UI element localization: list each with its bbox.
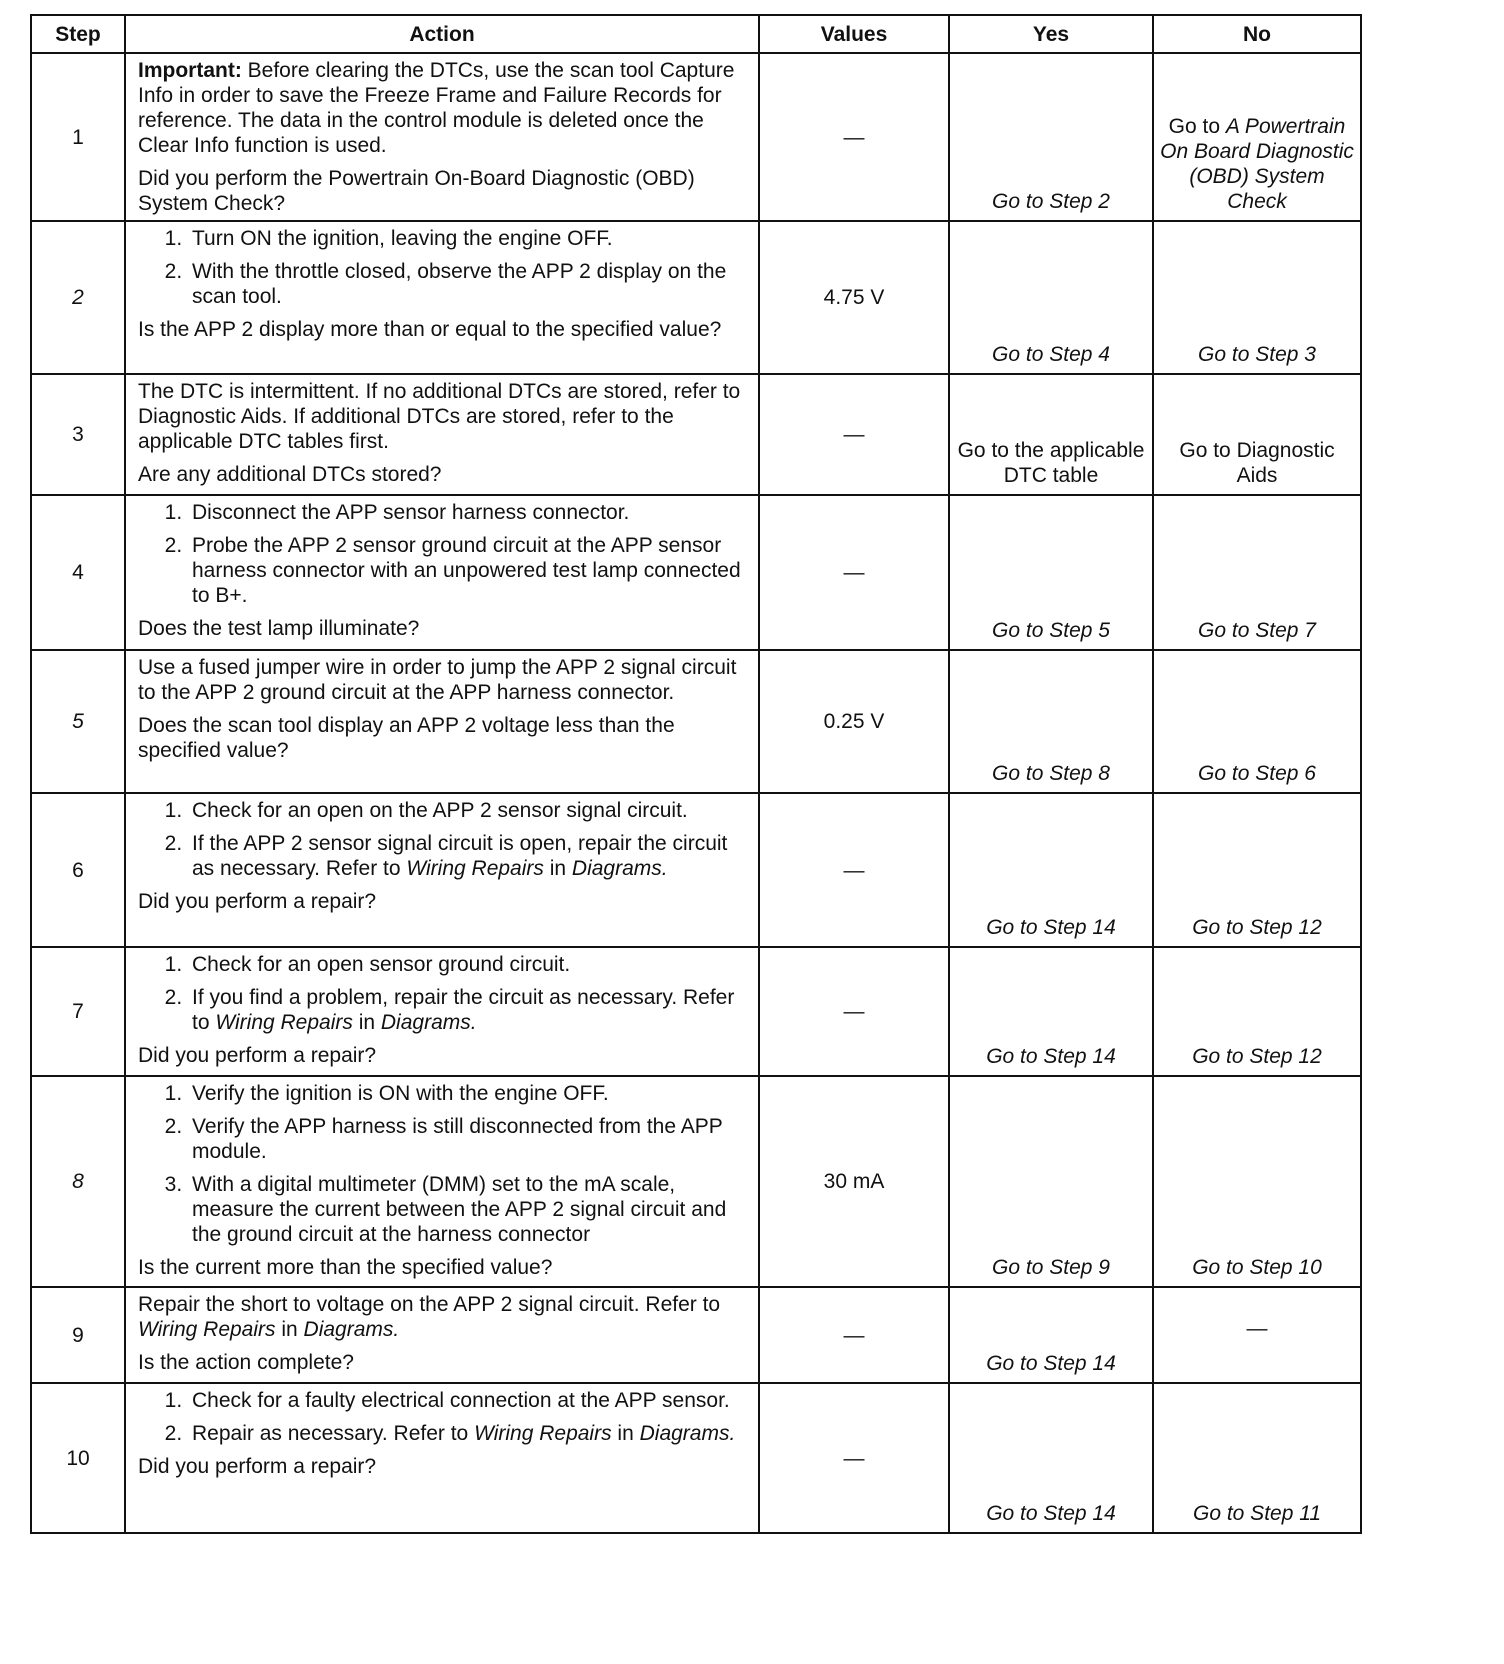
action-intro: The DTC is intermittent. If no additional DTCs are stored, refer to Diagnostic Aids. If additional DTCs are stored, refer to the applicable DTC tables first. bbox=[138, 380, 741, 453]
action-item: 1. Check for a faulty electrical connection at the APP sensor. bbox=[188, 1388, 750, 1413]
wiring-repairs-ref: Wiring Repairs bbox=[474, 1422, 612, 1445]
action-cell bbox=[125, 793, 759, 947]
value-cell: — bbox=[759, 1383, 949, 1533]
ref-in: in bbox=[275, 1318, 304, 1341]
no-cell: Go to Step 7 bbox=[1153, 495, 1361, 650]
no-prefix: Go to bbox=[1168, 115, 1226, 138]
header-step: Step bbox=[31, 15, 125, 53]
value-cell: — bbox=[759, 793, 949, 947]
action-question: Did you perform a repair? bbox=[138, 890, 377, 913]
step-number: 7 bbox=[31, 947, 125, 1076]
action-question: Does the test lamp illuminate? bbox=[138, 617, 420, 640]
yes-cell: Go to Step 14 bbox=[949, 1383, 1153, 1533]
diagnostic-table bbox=[30, 14, 1362, 1534]
action-list bbox=[138, 226, 750, 309]
no-cell: Go to Step 12 bbox=[1153, 947, 1361, 1076]
action-cell bbox=[125, 650, 759, 793]
action-item: 2. Probe the APP 2 sensor ground circuit at the APP sensor harness connector with an unpowered test lamp connected to B+. bbox=[188, 533, 750, 608]
action-cell bbox=[125, 495, 759, 650]
action-item: 2. Verify the APP harness is still disconnected from the APP module. bbox=[188, 1114, 750, 1164]
action-cell bbox=[125, 1383, 759, 1533]
yes-cell: Go to the applicable DTC table bbox=[949, 374, 1153, 495]
yes-cell: Go to Step 14 bbox=[949, 1287, 1153, 1383]
no-cell bbox=[1153, 53, 1361, 221]
value-cell: 0.25 V bbox=[759, 650, 949, 793]
wiring-repairs-ref: Wiring Repairs bbox=[138, 1318, 276, 1341]
no-cell: Go to Step 10 bbox=[1153, 1076, 1361, 1287]
action-item: 1. Check for an open sensor ground circuit. bbox=[188, 952, 750, 977]
action-question: Did you perform a repair? bbox=[138, 1044, 377, 1067]
yes-cell: Go to Step 14 bbox=[949, 793, 1153, 947]
table-row bbox=[31, 495, 1361, 650]
header-values: Values bbox=[759, 15, 949, 53]
table-row bbox=[31, 53, 1361, 221]
value-cell: — bbox=[759, 495, 949, 650]
action-question: Are any additional DTCs stored? bbox=[138, 463, 442, 486]
table-row bbox=[31, 650, 1361, 793]
action-cell bbox=[125, 221, 759, 374]
action-item-text: If you find a problem, repair the circuit as necessary. Refer to bbox=[192, 986, 735, 1034]
table-row bbox=[31, 221, 1361, 374]
step-number: 10 bbox=[31, 1383, 125, 1533]
action-item-text: Repair as necessary. Refer to bbox=[192, 1422, 475, 1445]
yes-cell: Go to Step 4 bbox=[949, 221, 1153, 374]
diagrams-ref: Diagrams. bbox=[639, 1422, 736, 1445]
action-list bbox=[138, 1388, 750, 1446]
action-item: 1. Disconnect the APP sensor harness connector. bbox=[188, 500, 750, 525]
action-item: 1. Verify the ignition is ON with the engine OFF. bbox=[188, 1081, 750, 1106]
no-link: A Powertrain On Board Diagnostic (OBD) System Check bbox=[1160, 115, 1354, 213]
value-cell: — bbox=[759, 374, 949, 495]
action-item-text: If the APP 2 sensor signal circuit is open, repair the circuit as necessary. Refer to bbox=[192, 832, 728, 880]
table-row bbox=[31, 1076, 1361, 1287]
action-question: Did you perform the Powertrain On-Board Diagnostic (OBD) System Check? bbox=[138, 167, 695, 215]
step-number: 2 bbox=[31, 221, 125, 374]
ref-in: in bbox=[543, 857, 572, 880]
action-list bbox=[138, 500, 750, 608]
table-row bbox=[31, 1287, 1361, 1383]
yes-cell: Go to Step 8 bbox=[949, 650, 1153, 793]
action-list bbox=[138, 1081, 750, 1247]
value-cell: — bbox=[759, 53, 949, 221]
no-cell: Go to Step 12 bbox=[1153, 793, 1361, 947]
header-row bbox=[31, 15, 1361, 53]
important-label: Important: bbox=[138, 59, 242, 82]
diagrams-ref: Diagrams. bbox=[303, 1318, 400, 1341]
no-cell: Go to Step 6 bbox=[1153, 650, 1361, 793]
header-action: Action bbox=[125, 15, 759, 53]
important-text: Before clearing the DTCs, use the scan tool Capture Info in order to save the Freeze Frame and Failure Records for reference. The data in the control module is deleted once the Clear Info function is used. bbox=[138, 59, 735, 157]
table-row bbox=[31, 374, 1361, 495]
diagrams-ref: Diagrams. bbox=[571, 857, 668, 880]
yes-cell: Go to Step 14 bbox=[949, 947, 1153, 1076]
step-number: 6 bbox=[31, 793, 125, 947]
action-item: 1. Check for an open on the APP 2 sensor signal circuit. bbox=[188, 798, 750, 823]
action-intro: Use a fused jumper wire in order to jump the APP 2 signal circuit to the APP 2 ground circuit at the APP harness connector. bbox=[138, 656, 737, 704]
table-row bbox=[31, 793, 1361, 947]
no-cell: Go to Diagnostic Aids bbox=[1153, 374, 1361, 495]
action-list bbox=[138, 952, 750, 1035]
ref-in: in bbox=[352, 1011, 381, 1034]
action-item bbox=[188, 1421, 750, 1446]
action-cell bbox=[125, 947, 759, 1076]
step-number: 3 bbox=[31, 374, 125, 495]
value-cell: 30 mA bbox=[759, 1076, 949, 1287]
step-number: 1 bbox=[31, 53, 125, 221]
step-number: 4 bbox=[31, 495, 125, 650]
action-question: Is the action complete? bbox=[138, 1351, 354, 1374]
value-cell: 4.75 V bbox=[759, 221, 949, 374]
action-item: 2. With the throttle closed, observe the APP 2 display on the scan tool. bbox=[188, 259, 750, 309]
action-question: Is the APP 2 display more than or equal to the specified value? bbox=[138, 318, 722, 341]
header-yes: Yes bbox=[949, 15, 1153, 53]
action-item bbox=[188, 985, 750, 1035]
action-cell bbox=[125, 53, 759, 221]
yes-cell: Go to Step 9 bbox=[949, 1076, 1153, 1287]
action-intro bbox=[138, 58, 750, 158]
action-question: Did you perform a repair? bbox=[138, 1455, 377, 1478]
action-cell bbox=[125, 1076, 759, 1287]
no-cell: Go to Step 3 bbox=[1153, 221, 1361, 374]
no-cell: — bbox=[1153, 1287, 1361, 1383]
table-row bbox=[31, 1383, 1361, 1533]
step-number: 5 bbox=[31, 650, 125, 793]
ref-in: in bbox=[611, 1422, 640, 1445]
diagrams-ref: Diagrams. bbox=[380, 1011, 477, 1034]
action-cell bbox=[125, 1287, 759, 1383]
header-no: No bbox=[1153, 15, 1361, 53]
action-question: Is the current more than the specified value? bbox=[138, 1256, 553, 1279]
value-cell: — bbox=[759, 1287, 949, 1383]
yes-cell: Go to Step 2 bbox=[949, 53, 1153, 221]
step-number: 8 bbox=[31, 1076, 125, 1287]
no-cell: Go to Step 11 bbox=[1153, 1383, 1361, 1533]
action-item: 1. Turn ON the ignition, leaving the engine OFF. bbox=[188, 226, 750, 251]
table-row bbox=[31, 947, 1361, 1076]
wiring-repairs-ref: Wiring Repairs bbox=[215, 1011, 353, 1034]
wiring-repairs-ref: Wiring Repairs bbox=[406, 857, 544, 880]
value-cell: — bbox=[759, 947, 949, 1076]
action-item: 3. With a digital multimeter (DMM) set to the mA scale, measure the current between the APP 2 signal circuit and the ground circuit at the harness connector bbox=[188, 1172, 750, 1247]
action-item bbox=[188, 831, 750, 881]
step-number: 9 bbox=[31, 1287, 125, 1383]
action-cell bbox=[125, 374, 759, 495]
yes-cell: Go to Step 5 bbox=[949, 495, 1153, 650]
action-intro-text: Repair the short to voltage on the APP 2 signal circuit. Refer to bbox=[138, 1293, 721, 1316]
action-question: Does the scan tool display an APP 2 voltage less than the specified value? bbox=[138, 714, 675, 762]
action-intro bbox=[138, 1292, 750, 1342]
action-list bbox=[138, 798, 750, 881]
